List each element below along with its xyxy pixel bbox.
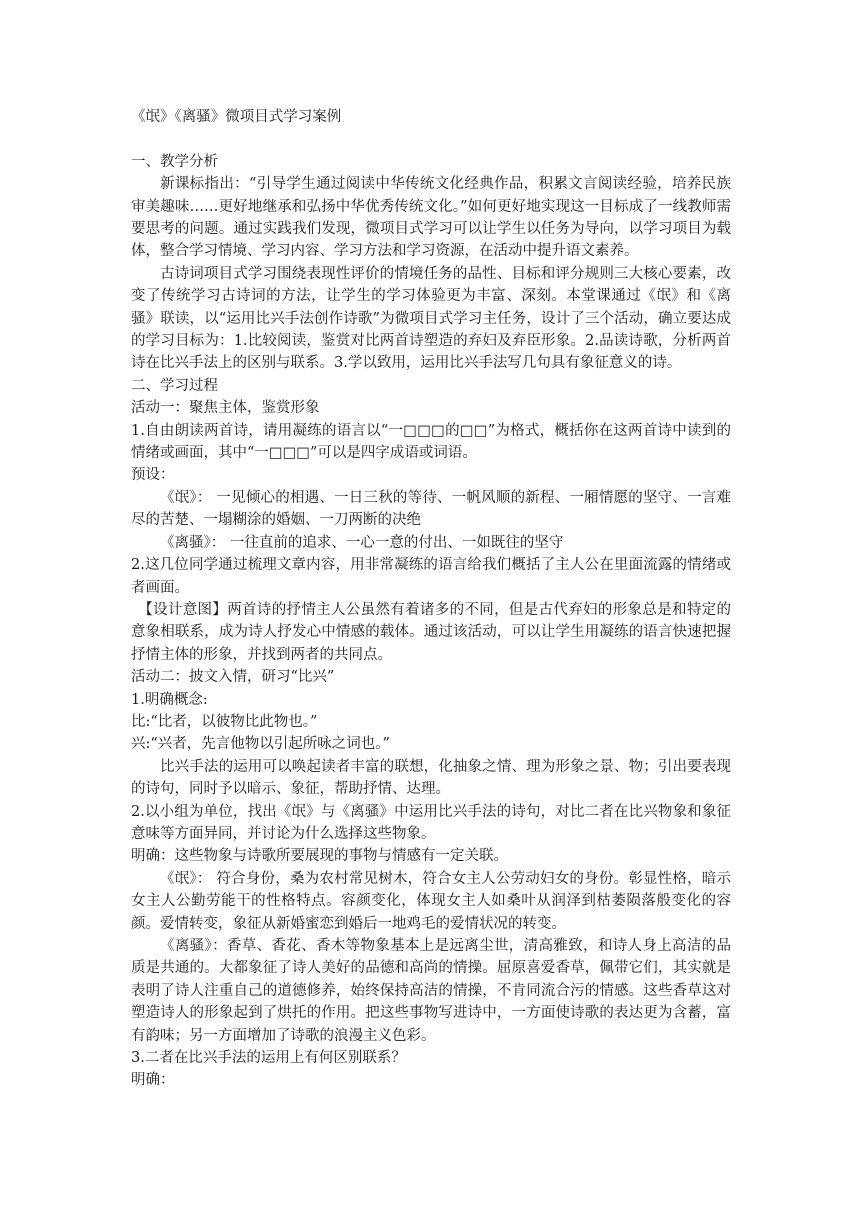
section-heading-analysis: 一、教学分析 xyxy=(131,153,218,170)
activity2-heading: 活动二：披文入情，研习“比兴” xyxy=(131,669,335,686)
preset-label: 预设： xyxy=(131,467,175,484)
activity2-item2: 2.以小组为单位，找出《氓》与《离骚》中运用比兴手法的诗句，对比二者在比兴物象和象征意味等方面异同，并讨论为什么选择这些物象。 xyxy=(131,803,731,842)
activity1-question1: 1.自由朗读两首诗，请用凝练的语言以“一□□□的□□”为格式，概括你在这两首诗中读到的情绪或画面，其中“一□□□”可以是四字成语或词语。 xyxy=(131,422,731,462)
mang-analysis: 《氓》： 符合身份，桑为农村常见树木，符合女主人公劳动妇女的身份。彰显性格，暗示女主人公勤劳能干的性格特点。容颜变化，体现女主人如桑叶从润泽到枯萎陨落般变化的容颜。爱情转变，象征从新婚蜜恋到婚后一地鸡毛的爱情状况的转变。 xyxy=(131,870,731,932)
lisao-analysis: 《离骚》：香草、香花、香木等物象基本上是远离尘世，清高雅致，和诗人身上高洁的品质是共通的。大都象征了诗人美好的品德和高尚的情操。屈原喜爱香草，佩带它们，其实就是表明了诗人注重自己的道德修养，始终保持高洁的情操，不肯同流合污的情感。这些香草这对塑造诗人的形象起到了烘托的作用。把这些事物写进诗中，一方面使诗歌的表达更为含蓄，富有韵味；另一方面增加了诗歌的浪漫主义色彩。 xyxy=(131,938,731,1044)
document-title: 《氓》《离骚》微项目式学习案例 xyxy=(131,109,342,125)
activity1-heading: 活动一：聚焦主体，鉴赏形象 xyxy=(131,400,320,417)
document-page xyxy=(131,100,731,1092)
section-heading-process: 二、学习过程 xyxy=(131,377,218,394)
bixing-explanation: 比兴手法的运用可以唤起读者丰富的联想，化抽象之情、理为形象之景、物；引出要表现的诗句，同时予以暗示、象征，帮助抒情、达理。 xyxy=(131,758,731,798)
preset-mang: 《氓》： 一见倾心的相遇、一日三秋的等待、一帆风顺的新程、一厢情愿的坚守、一言难尽的苦楚、一塌糊涂的婚姻、一刀两断的决绝 xyxy=(131,489,731,529)
blank-line xyxy=(131,128,731,150)
definition-bi: 比:“比者，以彼物比此物也。” xyxy=(131,713,318,730)
activity2-item1: 1.明确概念: xyxy=(131,691,208,708)
activity2-item3: 3.二者在比兴手法的运用上有何区别联系？ xyxy=(131,1050,406,1067)
paragraph-curriculum: 新课标指出：“引导学生通过阅读中华传统文化经典作品，积累文言阅读经验，培养民族审美趣味……更好地继承和弘扬中华优秀传统文化。”如何更好地实现这一目标成了一线教师需要思考的问题。通过实践我们发现，微项目式学习可以让学生以任务为导向，以学习项目为载体，整合学习情境、学习内容、学习方法和学习资源，在活动中提升语文素养。 xyxy=(131,176,731,260)
clarify-2: 明确： xyxy=(131,1072,175,1089)
design-intent: 【设计意图】两首诗的抒情主人公虽然有着诸多的不同，但是古代弃妇的形象总是和特定的意象相联系，成为诗人抒发心中情感的载体。通过该活动，可以让学生用凝练的语言快速把握抒情主体的形象，并找到两者的共同点。 xyxy=(131,601,731,663)
clarify-1: 明确：这些物象与诗歌所要展现的事物与情感有一定关联。 xyxy=(131,848,508,865)
definition-xing: 兴:“兴者，先言他物以引起所咏之词也。” xyxy=(131,736,390,753)
preset-lisao: 《离骚》： 一往直前的追求、一心一意的付出、一如既往的坚守 xyxy=(160,534,564,551)
activity1-question2: 2.这几位同学通过梳理文章内容，用非常凝练的语言给我们概括了主人公在里面流露的情绪或者画面。 xyxy=(131,557,731,596)
paragraph-project-learning: 古诗词项目式学习围绕表现性评价的情境任务的品性、目标和评分规则三大核心要素，改变了传统学习古诗词的方法，让学生的学习体验更为丰富、深刻。本堂课通过《氓》和《离骚》联读，以“运用比兴手法创作诗歌”为微项目式学习主任务，设计了三个活动，确立要达成的学习目标为：1.比较阅读，鉴赏对比两首诗塑造的弃妇及弃臣形象。2.品读诗歌，分析两首诗在比兴手法上的区别与联系。3.学以致用，运用比兴手法写几句具有象征意义的诗。 xyxy=(131,265,731,372)
